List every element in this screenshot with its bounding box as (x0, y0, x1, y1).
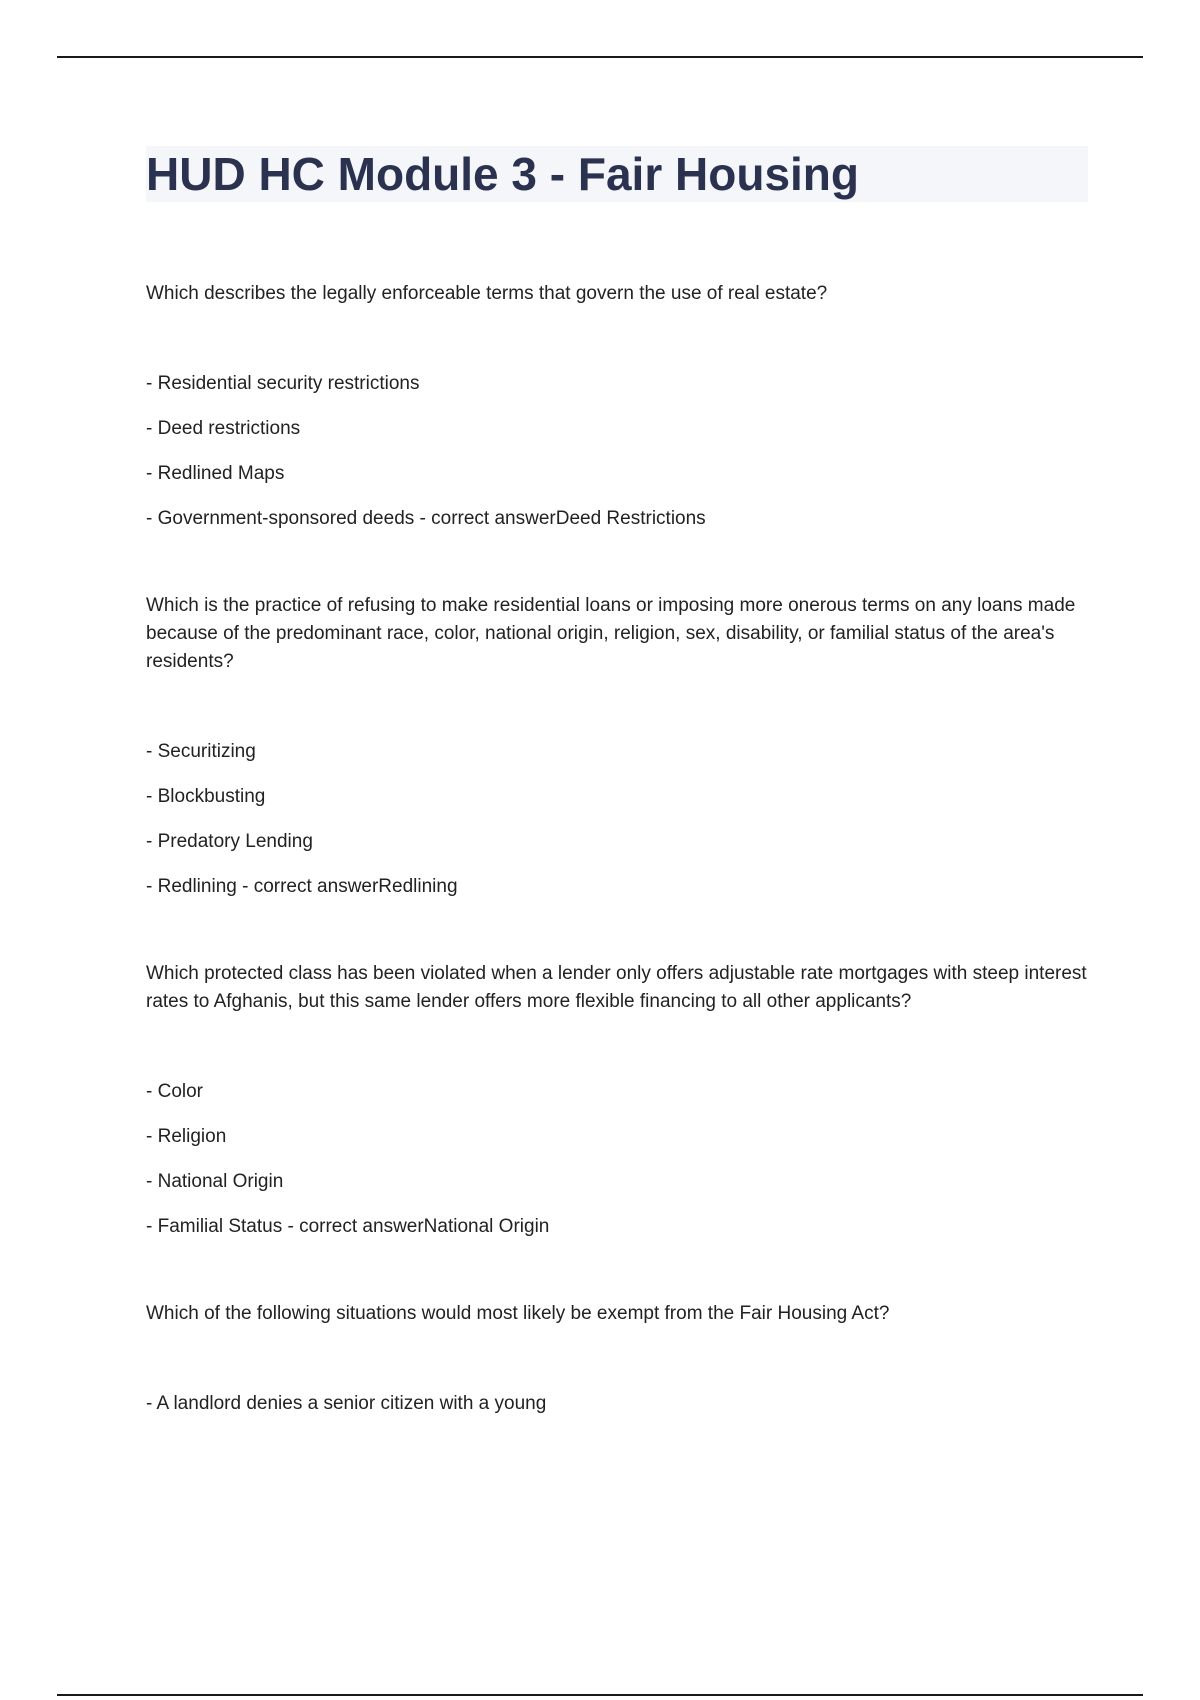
answer-option: - Securitizing (146, 741, 256, 762)
answer-option: - Redlined Maps (146, 463, 285, 484)
answer-options (146, 1079, 1088, 1240)
answer-option: - Residential security restrictions (146, 373, 420, 394)
question-block-1 (146, 280, 1088, 532)
answer-options (146, 739, 1088, 900)
answer-option: - Blockbusting (146, 786, 266, 807)
answer-option: - Predatory Lending (146, 831, 313, 852)
question-text: Which is the practice of refusing to make residential loans or imposing more onerous terms on any loans made because of the predominant race, color, national origin, religion, sex, disability, or familial status of the area's residents? (146, 595, 1076, 672)
bottom-rule (57, 1694, 1143, 1696)
answer-option: - Government-sponsored deeds - correct answerDeed Restrictions (146, 508, 706, 529)
top-rule (57, 56, 1143, 58)
answer-option: - Familial Status - correct answerNational Origin (146, 1216, 550, 1237)
answer-option: - National Origin (146, 1171, 284, 1192)
title-band (146, 146, 1088, 202)
question-text: Which of the following situations would most likely be exempt from the Fair Housing Act? (146, 1303, 890, 1324)
answer-option: - Redlining - correct answerRedlining (146, 876, 458, 897)
answer-option: - A landlord denies a senior citizen with a young (146, 1393, 547, 1414)
answer-options (146, 1391, 1088, 1417)
page-content (146, 146, 1088, 1477)
answer-option: - Deed restrictions (146, 418, 301, 439)
answer-option: - Color (146, 1081, 204, 1102)
question-text: Which describes the legally enforceable terms that govern the use of real estate? (146, 283, 828, 304)
answer-option: - Religion (146, 1126, 227, 1147)
page-title: HUD HC Module 3 - Fair Housing (146, 148, 859, 200)
question-text: Which protected class has been violated when a lender only offers adjustable rate mortgages with steep interest rates to Afghanis, but this same lender offers more flexible financing to all other applicants? (146, 963, 1087, 1012)
answer-options (146, 371, 1088, 532)
question-block-4 (146, 1300, 1088, 1417)
question-block-3 (146, 960, 1088, 1240)
question-block-2 (146, 592, 1088, 900)
